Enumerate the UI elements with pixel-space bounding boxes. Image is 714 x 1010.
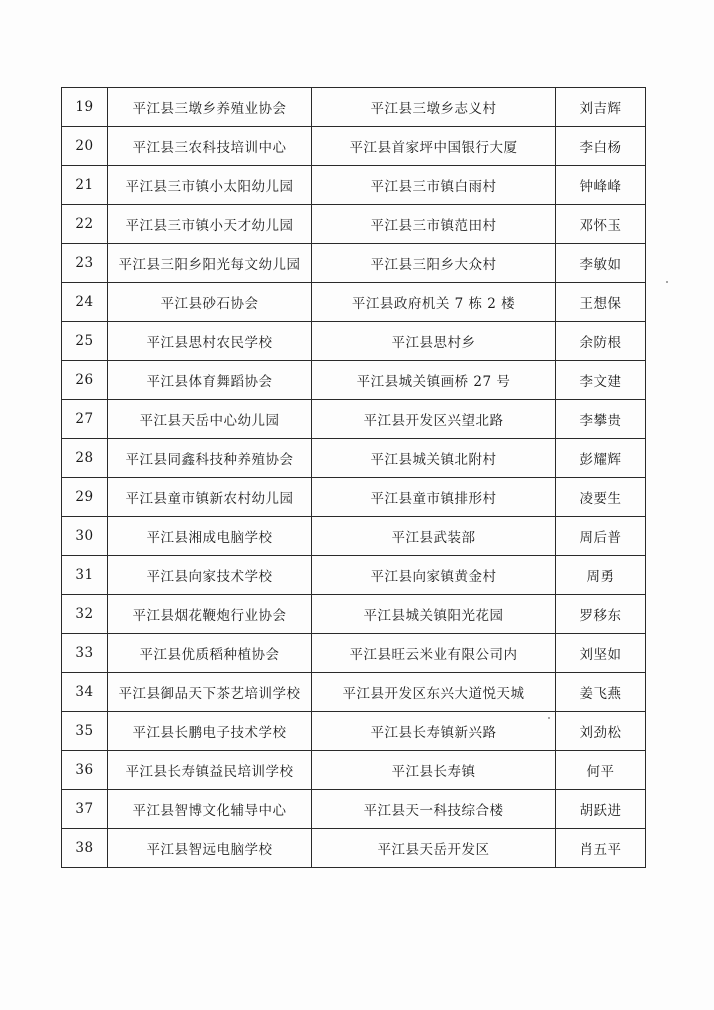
row-number-cell: 34	[62, 673, 108, 712]
responsible-person-cell: 李敏如	[556, 244, 646, 283]
organization-name-cell: 平江县体育舞蹈协会	[108, 361, 312, 400]
address-cell: 平江县开发区兴望北路	[312, 400, 556, 439]
row-number-cell: 22	[62, 205, 108, 244]
row-number-cell: 23	[62, 244, 108, 283]
address-cell: 平江县城关镇北附村	[312, 439, 556, 478]
table-row	[62, 556, 646, 595]
responsible-person-cell: 邓怀玉	[556, 205, 646, 244]
responsible-person-cell: 刘吉辉	[556, 88, 646, 127]
row-number-cell: 29	[62, 478, 108, 517]
table-row	[62, 127, 646, 166]
scan-speck-mark	[666, 281, 668, 283]
row-number-cell: 30	[62, 517, 108, 556]
organization-name-cell: 平江县智博文化辅导中心	[108, 790, 312, 829]
table-row	[62, 712, 646, 751]
row-number-cell: 19	[62, 88, 108, 127]
organization-name-cell: 平江县长鹏电子技术学校	[108, 712, 312, 751]
address-cell: 平江县武装部	[312, 517, 556, 556]
row-number-cell: 36	[62, 751, 108, 790]
row-number-cell: 25	[62, 322, 108, 361]
scan-speck-mark	[548, 717, 550, 719]
organization-name-cell: 平江县湘成电脑学校	[108, 517, 312, 556]
responsible-person-cell: 王想保	[556, 283, 646, 322]
responsible-person-cell: 余防根	[556, 322, 646, 361]
address-cell: 平江县三市镇范田村	[312, 205, 556, 244]
organization-name-cell: 平江县三市镇小太阳幼儿园	[108, 166, 312, 205]
responsible-person-cell: 刘坚如	[556, 634, 646, 673]
table-row	[62, 283, 646, 322]
address-cell: 平江县天一科技综合楼	[312, 790, 556, 829]
table-row	[62, 361, 646, 400]
row-number-cell: 38	[62, 829, 108, 868]
organization-name-cell: 平江县向家技术学校	[108, 556, 312, 595]
table-row	[62, 88, 646, 127]
organization-name-cell: 平江县优质稻种植协会	[108, 634, 312, 673]
table-row	[62, 634, 646, 673]
organization-registry-table	[61, 87, 646, 868]
row-number-cell: 35	[62, 712, 108, 751]
row-number-cell: 26	[62, 361, 108, 400]
address-cell: 平江县开发区东兴大道悦天城	[312, 673, 556, 712]
organization-name-cell: 平江县天岳中心幼儿园	[108, 400, 312, 439]
responsible-person-cell: 李白杨	[556, 127, 646, 166]
table-row	[62, 595, 646, 634]
responsible-person-cell: 何平	[556, 751, 646, 790]
table-row	[62, 829, 646, 868]
organization-name-cell: 平江县思村农民学校	[108, 322, 312, 361]
organization-name-cell: 平江县御品天下茶艺培训学校	[108, 673, 312, 712]
row-number-cell: 37	[62, 790, 108, 829]
address-cell: 平江县城关镇阳光花园	[312, 595, 556, 634]
row-number-cell: 33	[62, 634, 108, 673]
responsible-person-cell: 肖五平	[556, 829, 646, 868]
responsible-person-cell: 刘劲松	[556, 712, 646, 751]
organization-name-cell: 平江县智远电脑学校	[108, 829, 312, 868]
responsible-person-cell: 姜飞燕	[556, 673, 646, 712]
table-row	[62, 517, 646, 556]
address-cell: 平江县三阳乡大众村	[312, 244, 556, 283]
address-cell: 平江县长寿镇新兴路	[312, 712, 556, 751]
address-cell: 平江县三墩乡志义村	[312, 88, 556, 127]
address-cell: 平江县政府机关 7 栋 2 楼	[312, 283, 556, 322]
responsible-person-cell: 周勇	[556, 556, 646, 595]
address-cell: 平江县向家镇黄金村	[312, 556, 556, 595]
table-row	[62, 439, 646, 478]
table-row	[62, 673, 646, 712]
address-cell: 平江县天岳开发区	[312, 829, 556, 868]
row-number-cell: 28	[62, 439, 108, 478]
row-number-cell: 20	[62, 127, 108, 166]
responsible-person-cell: 周后普	[556, 517, 646, 556]
table-row	[62, 322, 646, 361]
row-number-cell: 27	[62, 400, 108, 439]
organization-name-cell: 平江县三市镇小天才幼儿园	[108, 205, 312, 244]
address-cell: 平江县旺云米业有限公司内	[312, 634, 556, 673]
address-cell: 平江县思村乡	[312, 322, 556, 361]
table-row	[62, 244, 646, 283]
organization-name-cell: 平江县三农科技培训中心	[108, 127, 312, 166]
responsible-person-cell: 李文建	[556, 361, 646, 400]
table-row	[62, 205, 646, 244]
row-number-cell: 32	[62, 595, 108, 634]
responsible-person-cell: 凌要生	[556, 478, 646, 517]
responsible-person-cell: 胡跃进	[556, 790, 646, 829]
organization-name-cell: 平江县三阳乡阳光每文幼儿园	[108, 244, 312, 283]
organization-name-cell: 平江县童市镇新农村幼儿园	[108, 478, 312, 517]
responsible-person-cell: 罗移东	[556, 595, 646, 634]
table-row	[62, 478, 646, 517]
organization-name-cell: 平江县同鑫科技种养殖协会	[108, 439, 312, 478]
address-cell: 平江县长寿镇	[312, 751, 556, 790]
address-cell: 平江县三市镇白雨村	[312, 166, 556, 205]
responsible-person-cell: 彭耀辉	[556, 439, 646, 478]
address-cell: 平江县首家坪中国银行大厦	[312, 127, 556, 166]
responsible-person-cell: 钟峰峰	[556, 166, 646, 205]
registry-table-body	[62, 88, 646, 868]
responsible-person-cell: 李攀贵	[556, 400, 646, 439]
organization-name-cell: 平江县砂石协会	[108, 283, 312, 322]
table-row	[62, 166, 646, 205]
organization-name-cell: 平江县烟花鞭炮行业协会	[108, 595, 312, 634]
organization-name-cell: 平江县三墩乡养殖业协会	[108, 88, 312, 127]
table-row	[62, 400, 646, 439]
table-row	[62, 751, 646, 790]
row-number-cell: 24	[62, 283, 108, 322]
table-row	[62, 790, 646, 829]
address-cell: 平江县城关镇画桥 27 号	[312, 361, 556, 400]
row-number-cell: 21	[62, 166, 108, 205]
address-cell: 平江县童市镇排形村	[312, 478, 556, 517]
row-number-cell: 31	[62, 556, 108, 595]
organization-name-cell: 平江县长寿镇益民培训学校	[108, 751, 312, 790]
